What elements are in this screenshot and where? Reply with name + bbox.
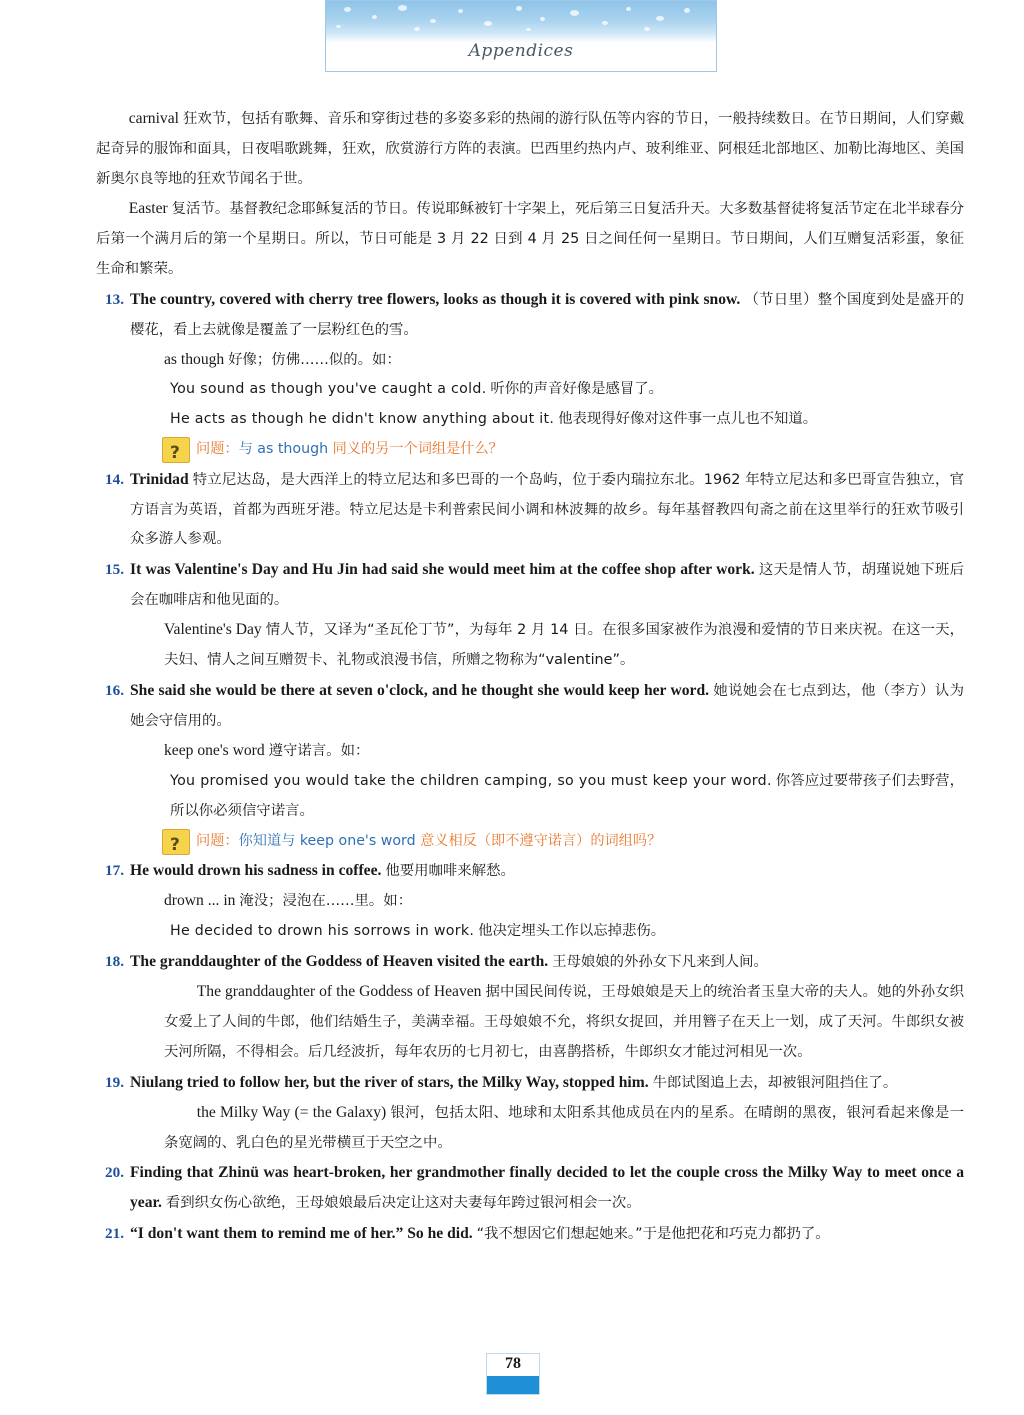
item-gloss (130, 736, 964, 766)
item-chinese: 牛郎试图追上去，却被银河阻挡住了。 (652, 1074, 898, 1091)
example-english: He acts as though he didn't know anything about it. (170, 411, 555, 428)
example-chinese: 听你的声音好像是感冒了。 (490, 381, 664, 398)
item-number: 20. (105, 1164, 124, 1182)
gloss-meaning: 好像；仿佛……似的。 (228, 351, 373, 368)
item-english: He would drown his sadness in coffee. (130, 862, 382, 880)
text-carnival: 狂欢节，包括有歌舞、音乐和穿街过巷的多姿多彩的热闹的游行队伍等内容的节日，一般持续数日。在节日期间，人们穿戴起奇异的服饰和面具，日夜唱歌跳舞，狂欢，欣赏游行方阵的表演。巴西里约热内卢、玻利维亚、阿根廷北部地区、加勒比海地区、美国新奥尔良等地的狂欢节闻名于世。 (96, 111, 964, 187)
item-example (130, 404, 964, 434)
item-chinese: 特立尼达岛，是大西洋上的特立尼达和多巴哥的一个岛屿，位于委内瑞拉东北。1962 年特立尼达和多巴哥宣告独立，官方语言为英语，首都为西班牙港。特立尼达是卡利普索民间小调和林波舞的故乡。每年基督教四旬斋之前在这里举行的狂欢节吸引众多游人参观。 (130, 471, 964, 548)
item-chinese: 他要用咖啡来解愁。 (385, 863, 515, 880)
item-number: 15. (105, 561, 124, 579)
example-english: He decided to drown his sorrows in work. (170, 922, 475, 939)
term-easter: Easter (128, 199, 168, 217)
example-chinese: 他表现得好像对这件事一点儿也不知道。 (558, 411, 818, 428)
item-example (130, 374, 964, 404)
note-term: Valentine's Day (164, 621, 262, 639)
item-note (130, 977, 964, 1067)
page-footer (0, 1353, 1024, 1397)
note-term: The granddaughter of the Goddess of Heaven (196, 982, 482, 1000)
list-item (96, 1158, 964, 1218)
item-chinese: （节日里）整个国度到处是盛开的樱花，看上去就像是覆盖了一层粉红色的雪。 (130, 291, 964, 338)
note-text: 情人节，又译为“圣瓦伦丁节”，为每年 2 月 14 日。在很多国家被作为浪漫和爱情的节日来庆祝。在这一天，夫妇、情人之间互赠贺卡、礼物或浪漫书信，所赠之物称为“valentine”。 (164, 622, 964, 669)
question-callout (130, 828, 964, 855)
gloss-term: drown ... in (164, 892, 236, 910)
item-english: The granddaughter of the Goddess of Heaven visited the earth. (130, 952, 549, 970)
question-text-b: 意义相反（即不遵守诺言）的词组吗？ (420, 832, 662, 849)
list-item (96, 1068, 964, 1158)
item-chinese: “我不想因它们想起她来。”于是他把花和巧克力都扔了。 (476, 1226, 830, 1243)
example-english: You sound as though you've caught a cold. (170, 381, 487, 398)
question-text-a: 与 as though (238, 441, 333, 458)
list-item (96, 285, 964, 464)
item-chinese: 这天是情人节，胡瑾说她下班后会在咖啡店和他见面的。 (130, 562, 964, 609)
gloss-meaning: 遵守诺言。 (268, 743, 341, 760)
gloss-tag: 如： (383, 893, 413, 910)
page-content (0, 104, 1024, 1249)
example-chinese: 你答应过要带孩子们去野营，所以你必须信守诺言。 (170, 772, 964, 819)
item-number: 14. (105, 470, 124, 488)
item-english: Niulang tried to follow her, but the river of stars, the Milky Way, stopped him. (130, 1073, 649, 1091)
item-gloss (130, 345, 964, 375)
question-mark-icon (162, 437, 190, 463)
list-item (96, 1219, 964, 1249)
page-number: 78 (505, 1355, 521, 1372)
text-easter: 复活节。基督教纪念耶稣复活的节日。传说耶稣被钉十字架上，死后第三日复活升天。大多数基督徒将复活节定在北半球春分后第一个满月后的第一个星期日。所以，节日可能是 3 月 22 日到 4 月 25 日之间任何一星期日。节日期间，人们互赠复活彩蛋，象征生命和繁荣。 (96, 200, 964, 277)
item-chinese: 看到织女伤心欲绝，王母娘娘最后决定让这对夫妻每年跨过银河相会一次。 (165, 1195, 641, 1212)
entry-easter (96, 194, 964, 284)
item-note (130, 615, 964, 675)
list-item (96, 947, 964, 1067)
gloss-meaning: 淹没；浸泡在……里。 (239, 893, 384, 910)
example-english: You promised you would take the children camping, so you must keep your word. (170, 772, 772, 789)
question-label: 问题： (196, 832, 239, 849)
item-english: Finding that Zhinü was heart-broken, her grandmother finally decided to let the couple cross the Milky Way to meet once a year. (130, 1164, 964, 1212)
example-chinese: 他决定埋头工作以忘掉悲伤。 (478, 922, 666, 939)
gloss-term: keep one's word (164, 742, 265, 760)
list-item (96, 465, 964, 555)
item-number: 21. (105, 1225, 124, 1243)
question-callout (130, 436, 964, 463)
question-text-b: 同义的另一个词组是什么？ (332, 441, 503, 458)
item-english: “I don't want them to remind me of her.” So he did. (130, 1225, 473, 1243)
item-example (130, 766, 964, 826)
header-decoration (326, 1, 716, 35)
list-item (96, 856, 964, 946)
page-header-band (325, 0, 717, 72)
item-number: 13. (105, 290, 124, 308)
item-english: Trinidad (130, 470, 189, 488)
note-term: the Milky Way (= the Galaxy) (196, 1103, 387, 1121)
item-number: 16. (105, 682, 124, 700)
entry-carnival (96, 104, 964, 194)
item-gloss (130, 886, 964, 916)
gloss-tag: 如： (340, 743, 370, 760)
item-chinese: 她说她会在七点到达，他（李方）认为她会守信用的。 (130, 683, 964, 730)
question-text-a: 你知道与 keep one's word (238, 832, 421, 849)
item-number: 17. (105, 862, 124, 880)
list-item (96, 676, 964, 855)
page-title: Appendices (468, 41, 574, 61)
item-number: 19. (105, 1073, 124, 1091)
gloss-tag: 如： (372, 351, 401, 368)
item-chinese: 王母娘娘的外孙女下凡来到人间。 (552, 953, 768, 970)
note-text: 银河，包括太阳、地球和太阳系其他成员在内的星系。在晴朗的黑夜，银河看起来像是一条宽阔的、乳白色的星光带横亘于天空之中。 (164, 1104, 964, 1151)
item-english: She said she would be there at seven o'clock, and he thought she would keep her word. (130, 682, 710, 700)
item-english: It was Valentine's Day and Hu Jin had said she would meet him at the coffee shop after work. (130, 561, 755, 579)
term-carnival: carnival (128, 110, 179, 127)
item-example (130, 916, 964, 946)
gloss-term: as though (164, 350, 225, 368)
item-number: 18. (105, 952, 124, 970)
question-label: 问题： (196, 441, 239, 458)
list-item (96, 555, 964, 675)
item-english: The country, covered with cherry tree flowers, looks as though it is covered with pink snow. (130, 290, 741, 308)
item-note (130, 1098, 964, 1158)
question-mark-icon (162, 829, 190, 855)
note-text: 据中国民间传说，王母娘娘是天上的统治者玉皇大帝的夫人。她的外孙女织女爱上了人间的牛郎，他们结婚生子，美满幸福。王母娘娘不允，将织女捉回，并用簪子在天上一划，成了天河。牛郎织女被天河所隔，不得相会。后几经波折，每年农历的七月初七，由喜鹊搭桥，牛郎织女才能过河相见一次。 (164, 983, 964, 1060)
